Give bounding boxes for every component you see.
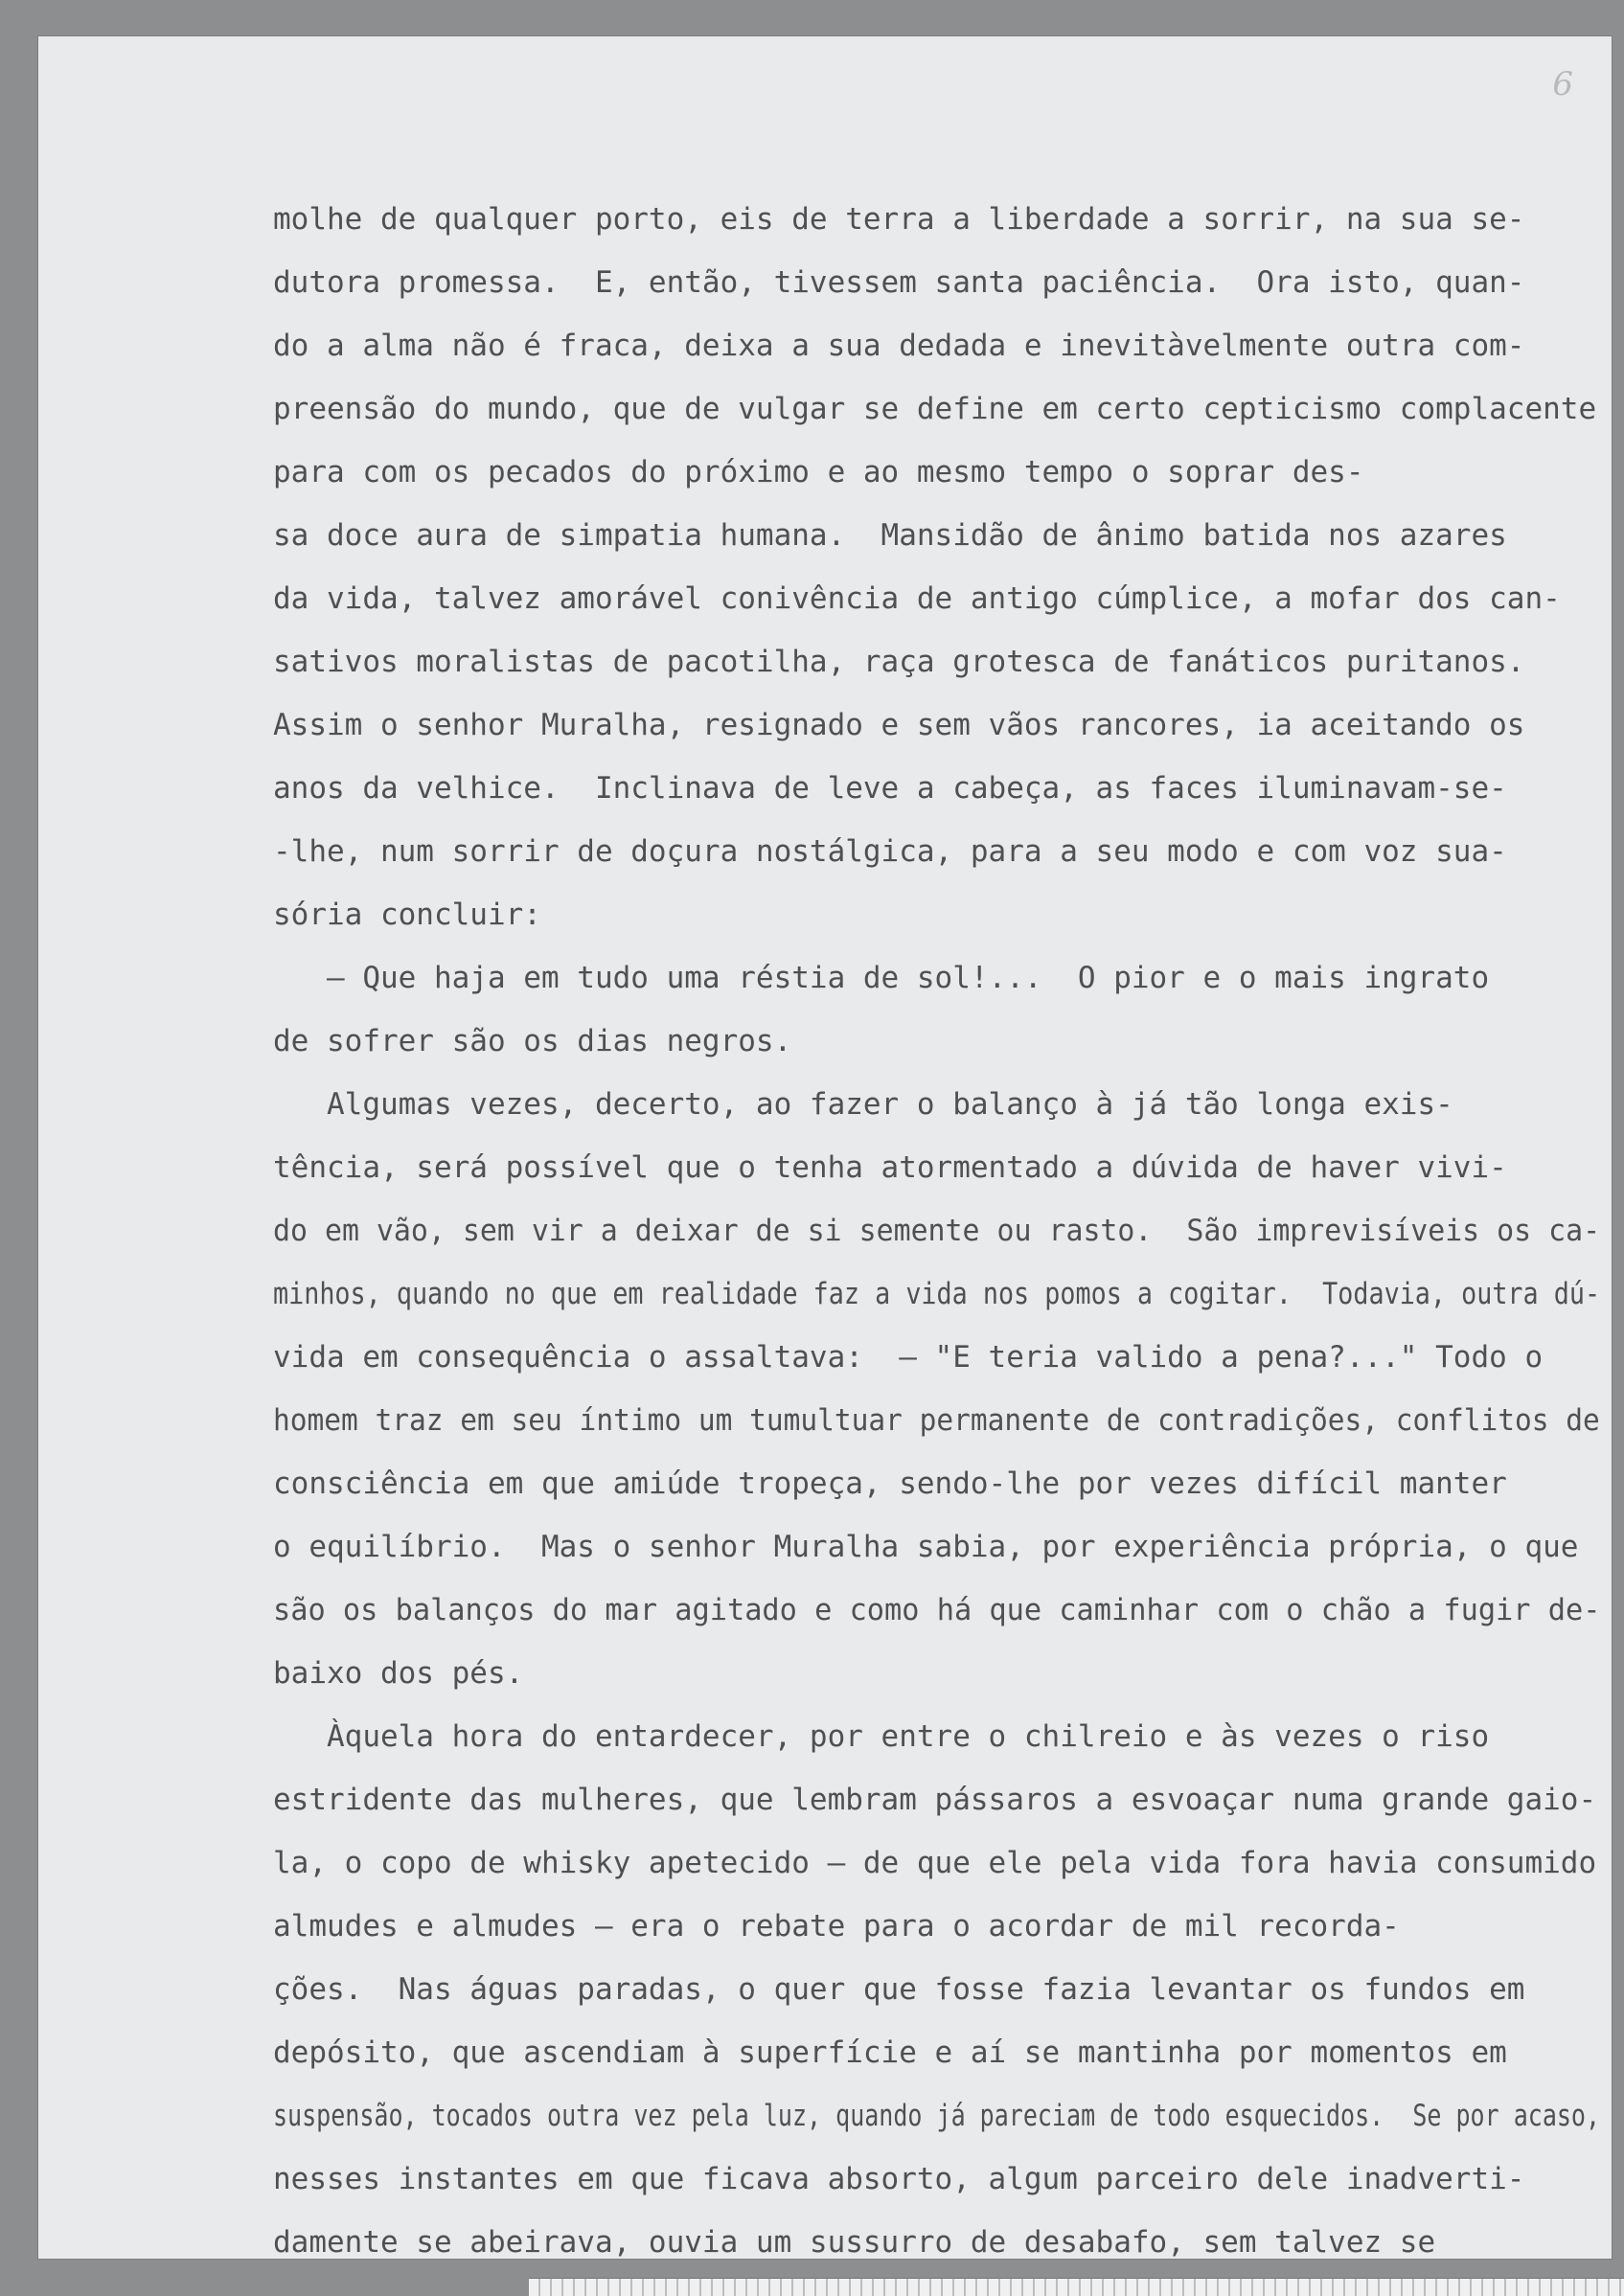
- text-line: tência, será possível que o tenha atormentado a dúvida de haver vivi-: [273, 1150, 1507, 1185]
- text-line: da vida, talvez amorável conivência de antigo cúmplice, a mofar dos can-: [273, 581, 1561, 616]
- text-line: para com os pecados do próximo e ao mesmo tempo o soprar des-: [273, 455, 1364, 489]
- text-line: molhe de qualquer porto, eis de terra a liberdade a sorrir, na sua se-: [273, 202, 1525, 237]
- text-line: — Que haja em tudo uma réstia de sol!... O pior e o mais ingrato: [273, 961, 1490, 995]
- text-line: do a alma não é fraca, deixa a sua dedada e inevitàvelmente outra com-: [273, 329, 1525, 363]
- text-line: de sofrer são os dias negros.: [273, 1024, 792, 1058]
- text-line: baixo dos pés.: [273, 1656, 524, 1691]
- text-line: nesses instantes em que ficava absorto, algum parceiro dele inadverti-: [273, 2162, 1525, 2196]
- text-line: o equilíbrio. Mas o senhor Muralha sabia, por experiência própria, o que: [273, 1530, 1579, 1564]
- text-line: vida em consequência o assaltava: — "E teria valido a pena?..." Todo o: [273, 1340, 1544, 1375]
- text-line: sória concluir:: [273, 898, 541, 932]
- text-line: anos da velhice. Inclinava de leve a cabeça, as faces iluminavam-se-: [273, 771, 1507, 806]
- page-number: 6: [1552, 65, 1573, 103]
- scale-ruler: [529, 2278, 1624, 2296]
- typed-text-body: [273, 188, 1600, 2274]
- text-line: ções. Nas águas paradas, o quer que fosse fazia levantar os fundos em: [273, 1972, 1525, 2007]
- text-line: Assim o senhor Muralha, resignado e sem vãos rancores, ia aceitando os: [273, 708, 1525, 742]
- text-line: estridente das mulheres, que lembram pássaros a esvoaçar numa grande gaio-: [273, 1783, 1597, 1817]
- text-line: -lhe, num sorrir de doçura nostálgica, para a seu modo e com voz sua-: [273, 834, 1507, 869]
- text-line: consciência em que amiúde tropeça, sendo-lhe por vezes difícil manter: [273, 1466, 1507, 1501]
- text-line: são os balanços do mar agitado e como há que caminhar com o chão a fugir de-: [273, 1593, 1601, 1627]
- text-line: preensão do mundo, que de vulgar se define em certo cepticismo complacente: [273, 392, 1597, 426]
- text-line: do em vão, sem vir a deixar de si semente ou rasto. São imprevisíveis os ca-: [273, 1214, 1601, 1248]
- text-line: la, o copo de whisky apetecido — de que ele pela vida fora havia consumido: [273, 1846, 1597, 1880]
- text-line: Àquela hora do entardecer, por entre o chilreio e às vezes o riso: [273, 1719, 1490, 1754]
- text-line: sativos moralistas de pacotilha, raça grotesca de fanáticos puritanos.: [273, 645, 1525, 679]
- text-line: damente se abeirava, ouvia um sussurro de desabafo, sem talvez se: [273, 2225, 1436, 2260]
- text-line: minhos, quando no que em realidade faz a vida nos pomos a cogitar. Todavia, outra dú-: [273, 1277, 1601, 1311]
- text-line: depósito, que ascendiam à superfície e aí se mantinha por momentos em: [273, 2035, 1507, 2070]
- text-line: dutora promessa. E, então, tivessem santa paciência. Ora isto, quan-: [273, 265, 1525, 300]
- text-line: homem traz em seu íntimo um tumultuar permanente de contradições, conflitos de: [273, 1403, 1600, 1438]
- text-line: sa doce aura de simpatia humana. Mansidão de ânimo batida nos azares: [273, 518, 1507, 553]
- text-line: Algumas vezes, decerto, ao fazer o balanço à já tão longa exis-: [273, 1087, 1453, 1122]
- text-line: suspensão, tocados outra vez pela luz, quando já pareciam de todo esquecidos. Se por acaso,: [273, 2099, 1601, 2133]
- manuscript-page: [38, 36, 1612, 2259]
- text-line: almudes e almudes — era o rebate para o acordar de mil recorda-: [273, 1909, 1400, 1944]
